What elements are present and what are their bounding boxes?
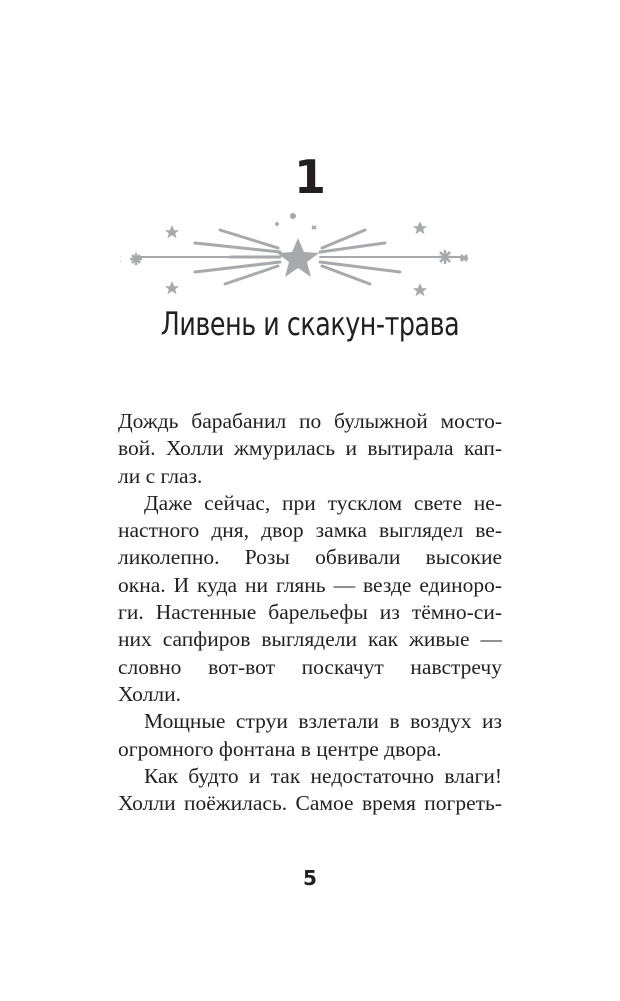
text-line: Как будто и так недостаточно влаги! [144, 763, 502, 788]
text-line: Холли. [118, 681, 181, 706]
text-line: окна. И куда ни глянь — везде единоро- [118, 572, 502, 597]
text-line: Холли поёжилась. Самое время погреть- [118, 791, 502, 816]
chapter-title: Ливень и скакун-трава [160, 305, 460, 343]
text-line: огромного фонтана в центре двора. [118, 736, 442, 761]
text-line: Мощные струи взлетали в воздух из [144, 709, 502, 734]
text-line: ли с глаз. [118, 463, 203, 488]
text-line: настного дня, двор замка выглядел ве- [118, 518, 502, 543]
text-line: вой. Холли жмурилась и вытирала кап- [118, 436, 502, 461]
text-line: них сапфиров выглядели как живые — [118, 627, 502, 652]
chapter-number: 1 [293, 150, 326, 204]
text-line: ликолепно. Розы обвивали высокие [118, 545, 502, 570]
text-line: ги. Настенные барельефы из тёмно-си- [118, 600, 502, 625]
page-number: 5 [303, 866, 317, 890]
body-text [118, 408, 502, 817]
star-burst-ornament-icon [120, 210, 480, 300]
text-line: словно вот-вот поскачут навстречу [118, 654, 502, 679]
text-line: Даже сейчас, при тусклом свете не- [144, 490, 502, 515]
text-line: Дождь барабанил по булыжной мосто- [118, 409, 502, 433]
